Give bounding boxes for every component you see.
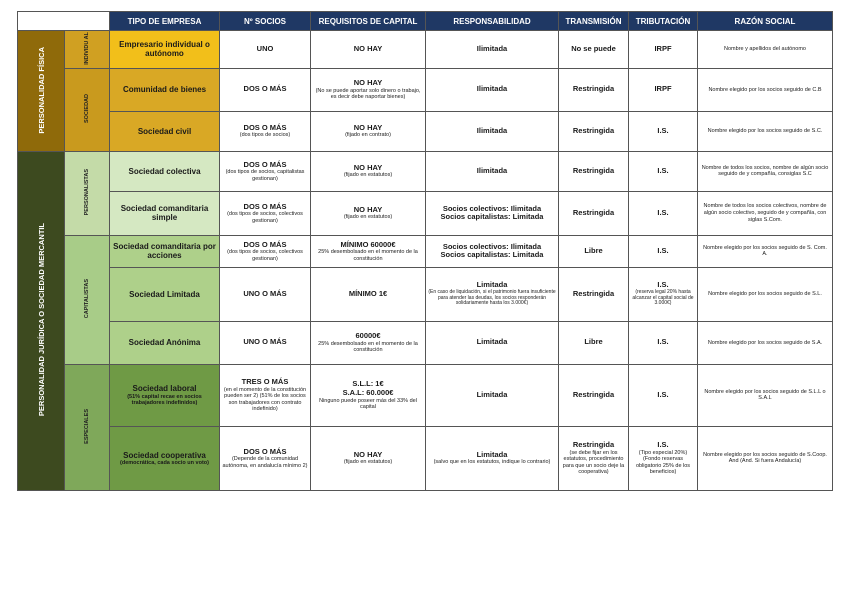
company-type-name: Comunidad de bienes <box>110 68 220 111</box>
company-type-name: Sociedad laboral (51% capital recae en socios trabajadores indefinidos) <box>110 364 220 426</box>
tributacion-cell: I.S. (Tipo especial 20%) (Fondo reservas obligatorio 25% de los beneficios) <box>629 426 698 490</box>
responsabilidad-cell: Ilimitada <box>426 31 559 69</box>
header-socios: Nº SOCIOS <box>220 12 311 31</box>
company-type-name: Empresario individual o autónomo <box>110 31 220 69</box>
table-row <box>18 111 833 151</box>
responsabilidad-cell: Limitada <box>426 321 559 364</box>
razon-social-cell: Nombre elegido por los socios seguido de S.Coop. And (And. Si fuera Andalucía) <box>698 426 833 490</box>
razon-social-cell: Nombre de todos los socios colectivos, nombre de algún socio colectivo, seguido de y compañía, con siglas S.Com. <box>698 191 833 235</box>
table-row <box>18 235 833 267</box>
capital-cell: NO HAY (fijado en contrato) <box>311 111 426 151</box>
tributacion-cell: I.S. <box>629 191 698 235</box>
socios-cell: UNO O MÁS <box>220 267 311 321</box>
razon-social-cell: Nombre elegido por los socios seguido de S. Com. A. <box>698 235 833 267</box>
header-tributacion: TRIBUTACIÓN <box>629 12 698 31</box>
header-tipo: TIPO DE EMPRESA <box>110 12 220 31</box>
company-type-name: Sociedad comanditaria por acciones <box>110 235 220 267</box>
subgroup-especiales: ESPECIALES <box>65 364 110 490</box>
socios-cell: TRES O MÁS (en el momento de la constitución pueden ser 2) (51% de los socios son trabajadores con contrato indefinido) <box>220 364 311 426</box>
group-personalidad-juridica: PERSONALIDAD JURÍDICA O SOCIEDAD MERCANTIL <box>18 151 65 490</box>
transmision-cell: Restringida <box>559 364 629 426</box>
header-transmision: TRANSMISIÓN <box>559 12 629 31</box>
razon-social-cell: Nombre elegido por los socios seguido de S.A. <box>698 321 833 364</box>
header-responsabilidad: RESPONSABILIDAD <box>426 12 559 31</box>
transmision-cell: Restringida (se debe fijar en los estatutos, procedimiento para que un socio deje la cooperativa) <box>559 426 629 490</box>
socios-cell: DOS O MÁS (dos tipos de socios) <box>220 111 311 151</box>
group-personalidad-fisica: PERSONALIDAD FÍSICA <box>18 31 65 152</box>
responsabilidad-cell: Limitada <box>426 364 559 426</box>
table-row <box>18 267 833 321</box>
company-types-table <box>17 11 833 491</box>
transmision-cell: Restringida <box>559 111 629 151</box>
company-type-name: Sociedad civil <box>110 111 220 151</box>
razon-social-cell: Nombre y apellidos del autónomo <box>698 31 833 69</box>
header-blank <box>18 12 110 31</box>
table-row <box>18 426 833 490</box>
socios-cell: DOS O MÁS <box>220 68 311 111</box>
transmision-cell: Restringida <box>559 191 629 235</box>
subgroup-personalistas: PERSONALISTAS <box>65 151 110 235</box>
table-row <box>18 151 833 191</box>
razon-social-cell: Nombre elegido por los socios seguido de S.L. <box>698 267 833 321</box>
responsabilidad-cell: Limitada (En caso de liquidación, si el patrimonio fuera insuficiente para atender las deudas, los socios responderán solidariamente hasta los 3.000€) <box>426 267 559 321</box>
razon-social-cell: Nombre de todos los socios, nombre de algún socio seguido de y compañía, consiglas S.C <box>698 151 833 191</box>
capital-cell: S.L.L: 1€ S.A.L: 60.000€ Ninguno puede poseer más del 33% del capital <box>311 364 426 426</box>
razon-social-cell: Nombre elegido por los socios seguido de C.B <box>698 68 833 111</box>
transmision-cell: Libre <box>559 321 629 364</box>
transmision-cell: Restringida <box>559 267 629 321</box>
transmision-cell: Libre <box>559 235 629 267</box>
capital-cell: NO HAY (No se puede aportar solo dinero o trabajo, es decir debe naportar bienes) <box>311 68 426 111</box>
tributacion-cell: I.S. (reserva legal 20% hasta alcanzar el capital social de 3.000€) <box>629 267 698 321</box>
header-row <box>18 12 833 31</box>
socios-cell: DOS O MÁS (dos tipos de socios, capitalistas gestionan) <box>220 151 311 191</box>
table-row <box>18 321 833 364</box>
tributacion-cell: I.S. <box>629 364 698 426</box>
transmision-cell: No se puede <box>559 31 629 69</box>
socios-cell: DOS O MÁS (Depende de la comunidad autónoma, en andalucía mínimo 2) <box>220 426 311 490</box>
responsabilidad-cell: Ilimitada <box>426 151 559 191</box>
capital-cell: NO HAY <box>311 31 426 69</box>
tributacion-cell: I.S. <box>629 235 698 267</box>
capital-cell: NO HAY (fijado en estatutos) <box>311 191 426 235</box>
socios-cell: UNO O MÁS <box>220 321 311 364</box>
transmision-cell: Restringida <box>559 68 629 111</box>
razon-social-cell: Nombre elegido por los socios seguido de S.L.L o S.A.L <box>698 364 833 426</box>
capital-cell: 60000€ 25% desembolsado en el momento de la constitución <box>311 321 426 364</box>
capital-cell: NO HAY (fijado en estatutos) <box>311 151 426 191</box>
socios-cell: DOS O MÁS (dos tipos de socios, colectivos gestionan) <box>220 191 311 235</box>
capital-cell: MÍNIMO 60000€ 25% desembolsado en el momento de la constitución <box>311 235 426 267</box>
tributacion-cell: I.S. <box>629 111 698 151</box>
company-type-name: Sociedad comanditaria simple <box>110 191 220 235</box>
table-row <box>18 68 833 111</box>
capital-cell: NO HAY (fijado en estatutos) <box>311 426 426 490</box>
table-row <box>18 364 833 426</box>
table-row <box>18 31 833 69</box>
header-razon-social: RAZÓN SOCIAL <box>698 12 833 31</box>
company-type-name: Sociedad Anónima <box>110 321 220 364</box>
subgroup-individual: INDIVIDU AL <box>65 31 110 69</box>
responsabilidad-cell: Socios colectivos: Ilimitada Socios capitalistas: Limitada <box>426 235 559 267</box>
table-row <box>18 191 833 235</box>
capital-cell: MÍNIMO 1€ <box>311 267 426 321</box>
responsabilidad-cell: Socios colectivos: Ilimitada Socios capitalistas: Limitada <box>426 191 559 235</box>
tributacion-cell: IRPF <box>629 31 698 69</box>
tributacion-cell: I.S. <box>629 321 698 364</box>
responsabilidad-cell: Ilimitada <box>426 68 559 111</box>
socios-cell: UNO <box>220 31 311 69</box>
subgroup-sociedad: SOCIEDAD <box>65 68 110 151</box>
tributacion-cell: IRPF <box>629 68 698 111</box>
socios-cell: DOS O MÁS (dos tipos de socios, colectivos gestionan) <box>220 235 311 267</box>
company-type-name: Sociedad cooperativa (democrática, cada socio un voto) <box>110 426 220 490</box>
tributacion-cell: I.S. <box>629 151 698 191</box>
company-type-name: Sociedad colectiva <box>110 151 220 191</box>
transmision-cell: Restringida <box>559 151 629 191</box>
header-capital: REQUISITOS DE CAPITAL <box>311 12 426 31</box>
responsabilidad-cell: Limitada (salvo que en los estatutos, indique lo contrario) <box>426 426 559 490</box>
responsabilidad-cell: Ilimitada <box>426 111 559 151</box>
subgroup-capitalistas: CAPITALISTAS <box>65 235 110 364</box>
company-type-name: Sociedad Limitada <box>110 267 220 321</box>
razon-social-cell: Nombre elegido por los socios seguido de S.C. <box>698 111 833 151</box>
